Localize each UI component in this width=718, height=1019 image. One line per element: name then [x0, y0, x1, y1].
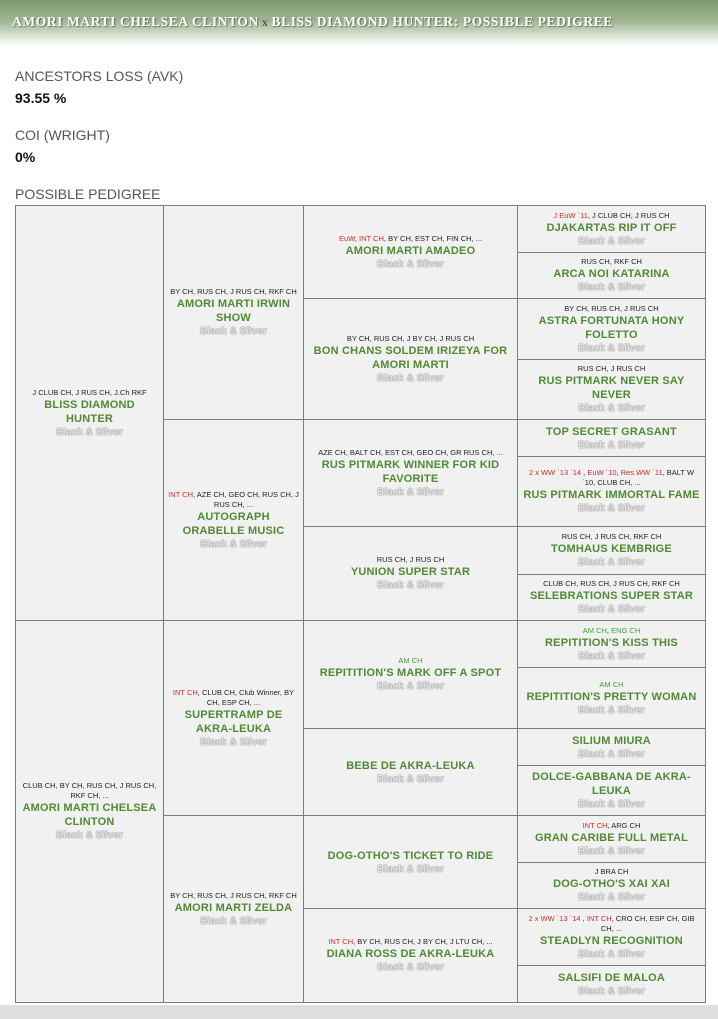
- title-segment: INT CH: [168, 489, 193, 499]
- title-separator: x: [261, 15, 269, 29]
- pedigree-cell: [303, 419, 518, 527]
- title-segment: ,: [581, 468, 588, 477]
- title-segment: J EuW `11: [553, 210, 588, 220]
- coi-label: COI (WRIGHT): [15, 127, 110, 143]
- dog-name-link[interactable]: SILIUM MIURA: [572, 734, 651, 747]
- dog-name-link[interactable]: RUS PITMARK IMMORTAL FAME: [523, 489, 700, 501]
- dog-color: Black & Silver: [200, 915, 267, 927]
- title-segment: Res.WW `11: [620, 468, 663, 477]
- avk-label: ANCESTORS LOSS (AVK): [15, 68, 184, 84]
- dog-name-link[interactable]: AMORI MARTI AMADEO: [345, 244, 476, 257]
- dog-color: Black & Silver: [200, 326, 267, 337]
- dog-name-link[interactable]: DOG-OTHO'S XAI XAI: [553, 878, 670, 890]
- title-segment: , AZE CH, GEO CH, RUS CH, J RUS CH, ...: [193, 489, 299, 509]
- pedigree-cell: [517, 815, 706, 863]
- dog-name-link[interactable]: TOMHAUS KEMBRIGE: [551, 543, 672, 555]
- pedigree-label: POSSIBLE PEDIGREE: [15, 186, 161, 202]
- dog-color: Black & Silver: [377, 681, 444, 692]
- title-segment: INT CH: [586, 913, 612, 923]
- dog-color: Black & Silver: [377, 372, 444, 384]
- title-segment: AZE CH, BALT CH, EST CH, GEO CH, GR RUS CH, ...: [318, 447, 503, 457]
- title-segment: J BRA CH: [594, 867, 629, 876]
- pedigree-cell: [517, 620, 706, 668]
- title-dog-right[interactable]: BLISS DIAMOND HUNTER: POSSIBLE PEDIGREE: [271, 14, 613, 29]
- pedigree-cell: [517, 908, 706, 966]
- dog-name-link[interactable]: SELEBRATIONS SUPER STAR: [529, 590, 694, 602]
- dog-color: Black & Silver: [578, 403, 645, 414]
- dog-color: Black & Silver: [377, 258, 444, 270]
- title-segment: ,: [616, 468, 621, 477]
- dog-titles: [599, 680, 623, 690]
- dog-color: Black & Silver: [578, 892, 645, 903]
- dog-titles: [562, 532, 662, 542]
- dog-name-link[interactable]: STEADLYN RECOGNITION: [540, 934, 683, 947]
- dog-titles: [522, 914, 701, 934]
- dog-name-link[interactable]: BEBE DE AKRA-LEUKA: [346, 759, 475, 772]
- dog-name-link[interactable]: SALSIFI DE MALOA: [557, 971, 666, 984]
- title-segment: , BY CH, EST CH, FIN CH, ...: [383, 233, 482, 243]
- title-segment: ,: [580, 913, 587, 923]
- dog-titles: [377, 555, 445, 565]
- dog-color: Black & Silver: [377, 773, 444, 785]
- dog-color: Black & Silver: [578, 748, 645, 760]
- title-segment: RUS CH, J RUS CH: [376, 555, 445, 564]
- dog-color: Black & Silver: [578, 557, 645, 568]
- dog-titles: [543, 579, 680, 589]
- title-segment: J CLUB CH, J RUS CH, J.Ch RKF: [32, 387, 147, 397]
- pedigree-cell: [303, 205, 518, 299]
- dog-name-link[interactable]: AMORI MARTI IRWIN SHOW: [176, 298, 291, 324]
- dog-name-link[interactable]: DJAKARTAS RIP IT OFF: [546, 221, 677, 234]
- dog-titles: [347, 334, 474, 344]
- dog-titles: [595, 867, 629, 877]
- title-segment: INT CH: [172, 687, 198, 697]
- title-segment: ENG CH: [611, 625, 641, 635]
- dog-color: Black & Silver: [578, 948, 645, 960]
- dog-name-link[interactable]: REPITITION'S KISS THIS: [545, 636, 678, 649]
- pedigree-cell: [517, 965, 706, 1003]
- pedigree-cell: [517, 862, 706, 909]
- dog-color: Black & Silver: [578, 503, 645, 514]
- dog-name-link[interactable]: DOG-OTHO'S TICKET TO RIDE: [327, 849, 494, 862]
- pedigree-cell: [517, 359, 706, 420]
- title-dog-left[interactable]: AMORI MARTI CHELSEA CLINTON: [12, 14, 259, 29]
- dog-titles: [168, 490, 299, 510]
- page-header: [0, 0, 718, 46]
- title-segment: RUS CH, J RUS CH, RKF CH: [561, 532, 662, 541]
- title-segment: ,: [354, 233, 360, 243]
- title-segment: INT CH: [328, 937, 354, 946]
- title-segment: AM CH: [398, 656, 423, 665]
- pedigree-cell: [517, 765, 706, 816]
- pedigree-cell: [517, 419, 706, 457]
- dog-color: Black & Silver: [578, 704, 645, 716]
- title-segment: 2 x WW `13 `14: [528, 913, 581, 923]
- title-segment: INT CH: [582, 820, 608, 830]
- dog-color: Black & Silver: [578, 604, 645, 615]
- pedigree-cell: [163, 419, 304, 621]
- dog-name-link[interactable]: BLISS DIAMOND HUNTER: [44, 398, 135, 425]
- dog-name-link[interactable]: REPITITION'S PRETTY WOMAN: [526, 690, 697, 703]
- pedigree-cell: [517, 728, 706, 766]
- title-segment: AM CH: [599, 679, 624, 689]
- dog-color: Black & Silver: [578, 799, 645, 810]
- page-footer: [0, 1005, 718, 1019]
- title-segment: BY CH, RUS CH, J RUS CH, RKF CH: [170, 287, 297, 296]
- dog-color: Black & Silver: [377, 580, 444, 591]
- dog-color: Black & Silver: [578, 439, 645, 451]
- dog-titles: [318, 448, 503, 458]
- dog-name-link[interactable]: BON CHANS SOLDEM IRIZEYA FOR AMORI MARTI: [313, 344, 508, 371]
- dog-titles: [398, 656, 422, 666]
- dog-name-link[interactable]: DOLCE-GABBANA DE AKRA-LEUKA: [532, 771, 691, 797]
- title-segment: , CRO CH, ESP CH, GIB CH, ...: [600, 913, 695, 933]
- title-segment: , BY CH, RUS CH, J BY CH, J LTU CH, ...: [353, 937, 493, 946]
- title-segment: RUS CH, J RUS CH: [577, 364, 646, 373]
- title-segment: CLUB CH, RUS CH, J RUS CH, RKF CH: [543, 579, 680, 588]
- pedigree-cell: [163, 620, 304, 816]
- title-segment: BY CH, RUS CH, J RUS CH, RKF CH: [170, 890, 297, 900]
- pedigree-cell: [163, 815, 304, 1003]
- dog-titles: [328, 937, 492, 947]
- coi-value: 0%: [15, 149, 36, 165]
- dog-name-link[interactable]: AMORI MARTI ZELDA: [174, 901, 293, 914]
- title-segment: , J CLUB CH, J RUS CH: [587, 210, 670, 220]
- title-segment: CLUB CH, BY CH, RUS CH, J RUS CH, RKF CH, ...: [22, 781, 157, 800]
- title-segment: BY CH, RUS CH, J BY CH, J RUS CH: [346, 333, 475, 343]
- dog-name-link[interactable]: GRAN CARIBE FULL METAL: [534, 831, 689, 844]
- dog-color: Black & Silver: [56, 830, 123, 841]
- title-segment: , ARG CH: [607, 820, 641, 830]
- dog-name-link[interactable]: YUNION SUPER STAR: [350, 566, 471, 578]
- dog-name-link[interactable]: AMORI MARTI CHELSEA CLINTON: [22, 802, 157, 828]
- pedigree-cell: [517, 298, 706, 360]
- dog-color: Black & Silver: [578, 650, 645, 662]
- dog-titles: [170, 287, 297, 297]
- title-segment: RUS CH, RKF CH: [581, 257, 642, 266]
- dog-titles: [583, 821, 641, 831]
- pedigree-cell: [303, 728, 518, 816]
- pedigree-cell: [15, 620, 164, 1003]
- dog-titles: [339, 234, 482, 244]
- pedigree-cell: [517, 526, 706, 575]
- pedigree-cell: [303, 815, 518, 909]
- dog-color: Black & Silver: [377, 486, 444, 498]
- dog-color: Black & Silver: [578, 235, 645, 247]
- dog-name-link[interactable]: TOP SECRET GRASANT: [546, 425, 677, 438]
- dog-color: Black & Silver: [56, 426, 123, 438]
- dog-color: Black & Silver: [200, 736, 267, 748]
- dog-color: Black & Silver: [578, 845, 645, 857]
- title-segment: AM CH: [582, 625, 607, 635]
- dog-name-link[interactable]: AUTOGRAPH ORABELLE MUSIC: [182, 510, 285, 537]
- dog-titles: [578, 364, 646, 374]
- title-segment: , BALT W `10, CLUB CH, ...: [582, 468, 695, 487]
- pedigree-cell: [517, 205, 706, 253]
- pedigree-cell: [517, 574, 706, 621]
- title-segment: 2 x WW `13 `14: [528, 468, 582, 477]
- pedigree-cell: [517, 252, 706, 299]
- dog-titles: [168, 688, 299, 708]
- title-segment: , CLUB CH, Club Winner, BY CH, ESP CH, ...: [197, 687, 295, 707]
- title-segment: ,: [606, 625, 612, 635]
- dog-color: Black & Silver: [578, 282, 645, 293]
- dog-color: Black & Silver: [200, 538, 267, 550]
- dog-titles: [581, 257, 642, 267]
- dog-name-link[interactable]: SUPERTRAMP DE AKRA-LEUKA: [184, 708, 283, 735]
- dog-titles: [564, 304, 658, 314]
- dog-titles: [32, 388, 146, 398]
- dog-name-link[interactable]: ARCA NOI KATARINA: [553, 268, 670, 280]
- title-segment: EuW `10: [587, 468, 617, 477]
- pedigree-cell: [163, 205, 304, 420]
- dog-color: Black & Silver: [578, 985, 645, 997]
- page-title: [12, 14, 613, 30]
- title-segment: EuW: [339, 233, 355, 243]
- dog-titles: [170, 891, 297, 901]
- dog-color: Black & Silver: [377, 962, 444, 973]
- dog-titles: [20, 781, 159, 801]
- dog-titles: [553, 211, 669, 221]
- dog-name-link[interactable]: DIANA ROSS DE AKRA-LEUKA: [326, 948, 495, 960]
- dog-name-link[interactable]: RUS PITMARK WINNER FOR KID FAVORITE: [321, 458, 500, 485]
- title-segment: BY CH, RUS CH, J RUS CH: [564, 303, 659, 313]
- dog-titles: [583, 626, 641, 636]
- pedigree-cell: [303, 908, 518, 1003]
- dog-titles: [522, 468, 701, 488]
- dog-color: Black & Silver: [578, 342, 645, 354]
- pedigree-cell: [303, 526, 518, 621]
- pedigree-cell: [303, 620, 518, 729]
- avk-value: 93.55 %: [15, 90, 67, 106]
- pedigree-cell: [517, 667, 706, 729]
- pedigree-cell: [517, 456, 706, 527]
- dog-name-link[interactable]: REPITITION'S MARK OFF A SPOT: [319, 667, 502, 679]
- dog-name-link[interactable]: ASTRA FORTUNATA HONY FOLETTO: [538, 314, 685, 341]
- dog-color: Black & Silver: [377, 863, 444, 875]
- pedigree-cell: [15, 205, 164, 621]
- dog-name-link[interactable]: RUS PITMARK NEVER SAY NEVER: [538, 375, 685, 401]
- title-segment: INT CH: [359, 233, 384, 243]
- pedigree-cell: [303, 298, 518, 420]
